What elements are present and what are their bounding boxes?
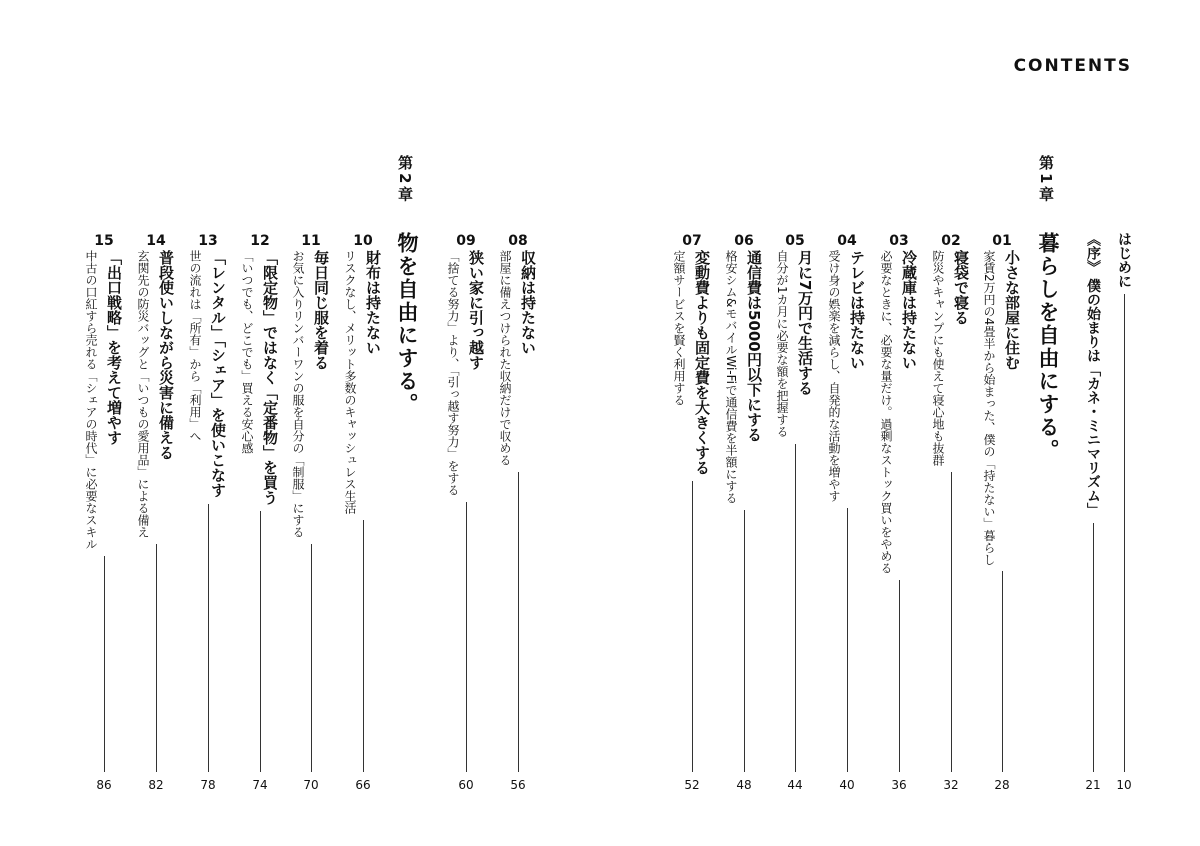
entry-title: 「限定物」ではなく「定番物」を買う bbox=[261, 250, 279, 505]
page-number: 36 bbox=[891, 778, 907, 792]
leader-line bbox=[692, 481, 693, 772]
entry-title: 《序》 僕の始まりは「カネ・ミニマリズム」 bbox=[1085, 232, 1101, 517]
leader-line bbox=[466, 502, 467, 772]
page-number: 56 bbox=[510, 778, 526, 792]
entry-subtitle: 玄関先の防災バッグと「いつもの愛用品」による備え bbox=[136, 250, 150, 538]
page-number: 44 bbox=[787, 778, 803, 792]
entry-subtitle: 家賃2万円の4畳半から始まった、僕の「持たない」暮らし bbox=[982, 250, 996, 566]
entry-number: 01 bbox=[992, 233, 1012, 249]
entry-number: 02 bbox=[941, 233, 961, 249]
page-number: 78 bbox=[200, 778, 216, 792]
entry-title: 毎日同じ服を着る bbox=[312, 250, 330, 370]
entry-number: 05 bbox=[785, 233, 805, 249]
leader-line bbox=[260, 511, 261, 772]
leader-line bbox=[311, 544, 312, 772]
toc-entry-15[interactable] bbox=[84, 232, 124, 792]
page-number: 60 bbox=[458, 778, 474, 792]
page-number: 74 bbox=[252, 778, 268, 792]
entry-subtitle: 定額サービスを賢く利用する bbox=[672, 250, 686, 406]
entry-title: 変動費よりも固定費を大きくする bbox=[693, 250, 711, 475]
leader-line bbox=[795, 444, 796, 772]
leader-line bbox=[518, 472, 519, 772]
toc-entry-08[interactable] bbox=[498, 232, 538, 792]
page-number: 52 bbox=[684, 778, 700, 792]
page-number: 32 bbox=[943, 778, 959, 792]
toc-entry-12[interactable] bbox=[240, 232, 280, 792]
page-title: CONTENTS bbox=[1013, 56, 1132, 76]
toc-entry-02[interactable] bbox=[931, 232, 971, 792]
entry-number: 15 bbox=[94, 233, 114, 249]
entry-subtitle: 中古の口紅すら売れる「シェアの時代」に必要なスキル bbox=[84, 250, 98, 550]
entry-number: 06 bbox=[734, 233, 754, 249]
entry-title: 財布は持たない bbox=[364, 250, 382, 355]
entry-number: 11 bbox=[301, 233, 321, 249]
entry-number: 03 bbox=[889, 233, 909, 249]
toc-entry-07[interactable] bbox=[672, 232, 712, 792]
leader-line bbox=[1002, 571, 1003, 772]
chapter-2-title: 物を自由にする。 bbox=[395, 232, 419, 416]
entry-number: 08 bbox=[508, 233, 528, 249]
leader-line bbox=[1093, 523, 1094, 772]
toc-entry-14[interactable] bbox=[136, 232, 176, 792]
leader-line bbox=[744, 510, 745, 772]
page-number: 70 bbox=[303, 778, 319, 792]
leader-line bbox=[156, 544, 157, 772]
entry-title: 月に7万円で生活する bbox=[796, 250, 814, 396]
entry-title: 小さな部屋に住む bbox=[1003, 250, 1021, 370]
chapter-1-label: 第1章 bbox=[1037, 155, 1055, 205]
toc-entry-01[interactable] bbox=[982, 232, 1022, 792]
page-number: 82 bbox=[148, 778, 164, 792]
page-number: 21 bbox=[1085, 778, 1101, 792]
toc-entry-10[interactable] bbox=[343, 232, 383, 792]
entry-title: 収納は持たない bbox=[519, 250, 537, 355]
entry-title: テレビは持たない bbox=[848, 250, 866, 370]
entry-subtitle: 防災やキャンプにも使えて寝心地も抜群 bbox=[931, 250, 945, 466]
toc-entry-05[interactable] bbox=[775, 232, 815, 792]
entry-number: 04 bbox=[837, 233, 857, 249]
entry-number: 12 bbox=[250, 233, 270, 249]
entry-subtitle: リスクなし、メリット多数のキャッシュレス生活 bbox=[343, 250, 357, 514]
entry-title: 「レンタル」「シェア」を使いこなす bbox=[209, 250, 227, 498]
toc-entry-11[interactable] bbox=[291, 232, 331, 792]
entry-title: 冷蔵庫は持たない bbox=[900, 250, 918, 370]
toc-entry-03[interactable] bbox=[879, 232, 919, 792]
entry-subtitle: 世の流れは「所有」から「利用」へ bbox=[188, 250, 202, 442]
toc-entry-09[interactable] bbox=[446, 232, 486, 792]
toc-entry-13[interactable] bbox=[188, 232, 228, 792]
chapter-2-label: 第2章 bbox=[396, 155, 414, 205]
leader-line bbox=[951, 472, 952, 772]
entry-subtitle: 必要なときに、必要な量だけ。過剰なストック買いをやめる bbox=[879, 250, 893, 574]
leader-line bbox=[104, 556, 105, 772]
leader-line bbox=[899, 580, 900, 772]
chapter-1-title: 暮らしを自由にする。 bbox=[1036, 232, 1060, 462]
entry-title: 普段使いしながら災害に備える bbox=[157, 250, 175, 460]
toc-entry-06[interactable] bbox=[724, 232, 764, 792]
entry-subtitle: 格安シム&モバイルWi-Fiで通信費を半額にする bbox=[724, 250, 738, 504]
toc-entry-prologue[interactable] bbox=[1081, 232, 1105, 792]
page-number: 86 bbox=[96, 778, 112, 792]
leader-line bbox=[1124, 294, 1125, 772]
entry-number: 14 bbox=[146, 233, 166, 249]
entry-number: 10 bbox=[353, 233, 373, 249]
entry-subtitle: 「いつでも、どこでも」買える安心感 bbox=[240, 250, 254, 454]
entry-subtitle: 受け身の娯楽を減らし、自発的な活動を増やす bbox=[827, 250, 841, 502]
page-number: 10 bbox=[1116, 778, 1132, 792]
entry-subtitle: お気に入りリンバーワンの服を自分の「制服」にする bbox=[291, 250, 305, 538]
page-number: 66 bbox=[355, 778, 371, 792]
entry-title: はじめに bbox=[1116, 232, 1132, 288]
toc-entry-intro[interactable] bbox=[1112, 232, 1136, 792]
leader-line bbox=[363, 520, 364, 772]
page-number: 40 bbox=[839, 778, 855, 792]
page-number: 28 bbox=[994, 778, 1010, 792]
entry-title: 狭い家に引っ越す bbox=[467, 250, 485, 370]
entry-subtitle: 部屋に備えつけられた収納だけで収める bbox=[498, 250, 512, 466]
page-number: 48 bbox=[736, 778, 752, 792]
entry-title: 「出口戦略」を考えて増やす bbox=[105, 250, 123, 445]
entry-number: 09 bbox=[456, 233, 476, 249]
entry-subtitle: 自分が1カ月に必要な額を把握する bbox=[775, 250, 789, 438]
entry-title: 寝袋で寝る bbox=[952, 250, 970, 325]
leader-line bbox=[208, 504, 209, 773]
entry-number: 07 bbox=[682, 233, 702, 249]
entry-title: 通信費は5000円以下にする bbox=[745, 250, 763, 442]
entry-subtitle: 「捨てる努力」より、「引っ越す努力」をする bbox=[446, 250, 460, 496]
leader-line bbox=[847, 508, 848, 772]
toc-entry-04[interactable] bbox=[827, 232, 867, 792]
entry-number: 13 bbox=[198, 233, 218, 249]
